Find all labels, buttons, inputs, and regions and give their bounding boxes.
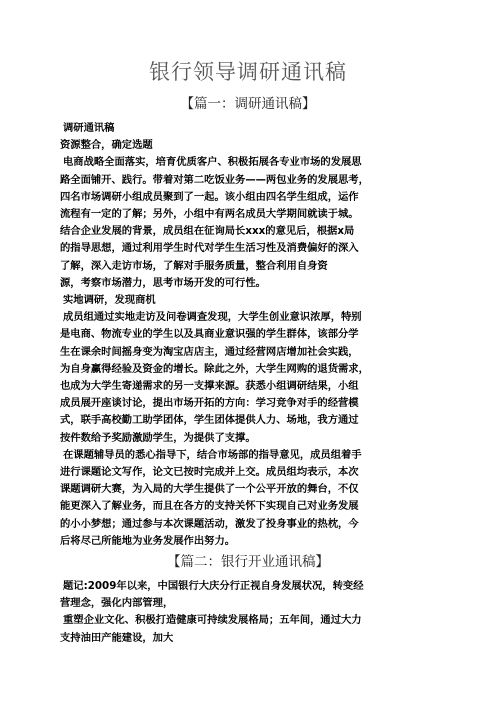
document-title: 银行领导调研通讯稿 <box>149 60 347 84</box>
paragraph-line: 题记:2009年以来，中国银行大庆分行正视自身发展状况，转变经 <box>63 580 364 592</box>
paragraph-line: 式，联手高校勤工助学团体，学生团体提供人力、场地，我方通过 <box>60 414 359 427</box>
paragraph-line: 在课题辅导员的悉心指导下，结合市场部的指导意见，成员组着手 <box>63 448 362 461</box>
paragraph-line: 源，考察市场潜力，思考市场开发的可行性。 <box>60 276 266 289</box>
paragraph-line: 为自身赢得经验及资金的增长。除此之外，大学生网购的退货需求， <box>60 362 369 375</box>
paragraph-line: 是电商、物流专业的学生以及具商业意识强的学生群体，该部分学 <box>60 328 359 341</box>
paragraph-line: 也成为大学生寄递需求的另一支撑来源。获悉小组调研结果，小组 <box>60 380 359 393</box>
paragraph-line: 的指导思想，通过利用学生时代对学生生活习性及消费偏好的深入 <box>60 242 359 255</box>
section2-heading: 【篇二：银行开业通讯稿】 <box>167 554 329 570</box>
section1-body <box>60 120 440 550</box>
paragraph-line: 了解，深入走访市场，了解对手服务质量，整合利用自身资 <box>60 259 328 272</box>
paragraph-line: 能更深入了解业务，而且在各方的支持关怀下实现自己对业务发展 <box>60 500 359 513</box>
paragraph-line: 路全面铺开、践行。带着对第二吃饭业务——两包业务的发展思考， <box>60 173 369 186</box>
paragraph-line: 实地调研，发现商机 <box>63 294 156 307</box>
paragraph-line: 流程有一定的了解；另外，小组中有两名成员大学期间就读于城。 <box>60 208 359 221</box>
paragraph-line: 按件数给予奖励激励学生，为提供了支撑。 <box>60 431 256 444</box>
paragraph-line: 电商战略全面落实，培育优质客户、积极拓展各专业市场的发展思 <box>63 156 362 169</box>
paragraph-line: 调研通讯稿 <box>63 122 115 134</box>
paragraph-line: 重塑企业文化、积极打造健康可持续发展格局；五年间，通过大力 <box>63 614 362 627</box>
paragraph-line: 成员展开座谈讨论，提出市场开拓的方向：学习竞争对手的经营模 <box>60 397 359 410</box>
paragraph-line: 生在课余时间摇身变为淘宝店店主，通过经营网店增加社会实践， <box>60 345 359 358</box>
section2-body <box>60 578 440 647</box>
section1-heading: 【篇一：调研通讯稿】 <box>180 96 316 112</box>
paragraph-line: 进行课题论文写作，论文已按时完成并上交。成员组均表示，本次 <box>60 466 359 479</box>
paragraph-line: 营理念，强化内部管理， <box>60 597 174 610</box>
paragraph-line: 四名市场调研小组成员聚到了一起。该小组由四名学生组成，运作 <box>60 190 359 203</box>
paragraph-line: 的小小梦想；通过参与本次课题活动，激发了投身事业的热枕，今 <box>60 517 359 530</box>
paragraph-line: 资源整合，确定选题 <box>60 139 153 152</box>
paragraph-line: 成员组通过实地走访及问卷调查发现，大学生创业意识浓厚，特别 <box>63 311 362 324</box>
paragraph-line: 后将尽己所能地为业务发展作出努力。 <box>60 534 236 547</box>
paragraph-line: 课题调研大赛，为入局的大学生提供了一个公平开放的舞台，不仅 <box>60 483 359 496</box>
paragraph-line: 结合企业发展的背景，成员组在征询局长xxx的意见后，根据x局 <box>60 225 355 238</box>
paragraph-line: 支持油田产能建设，加大 <box>60 631 174 644</box>
